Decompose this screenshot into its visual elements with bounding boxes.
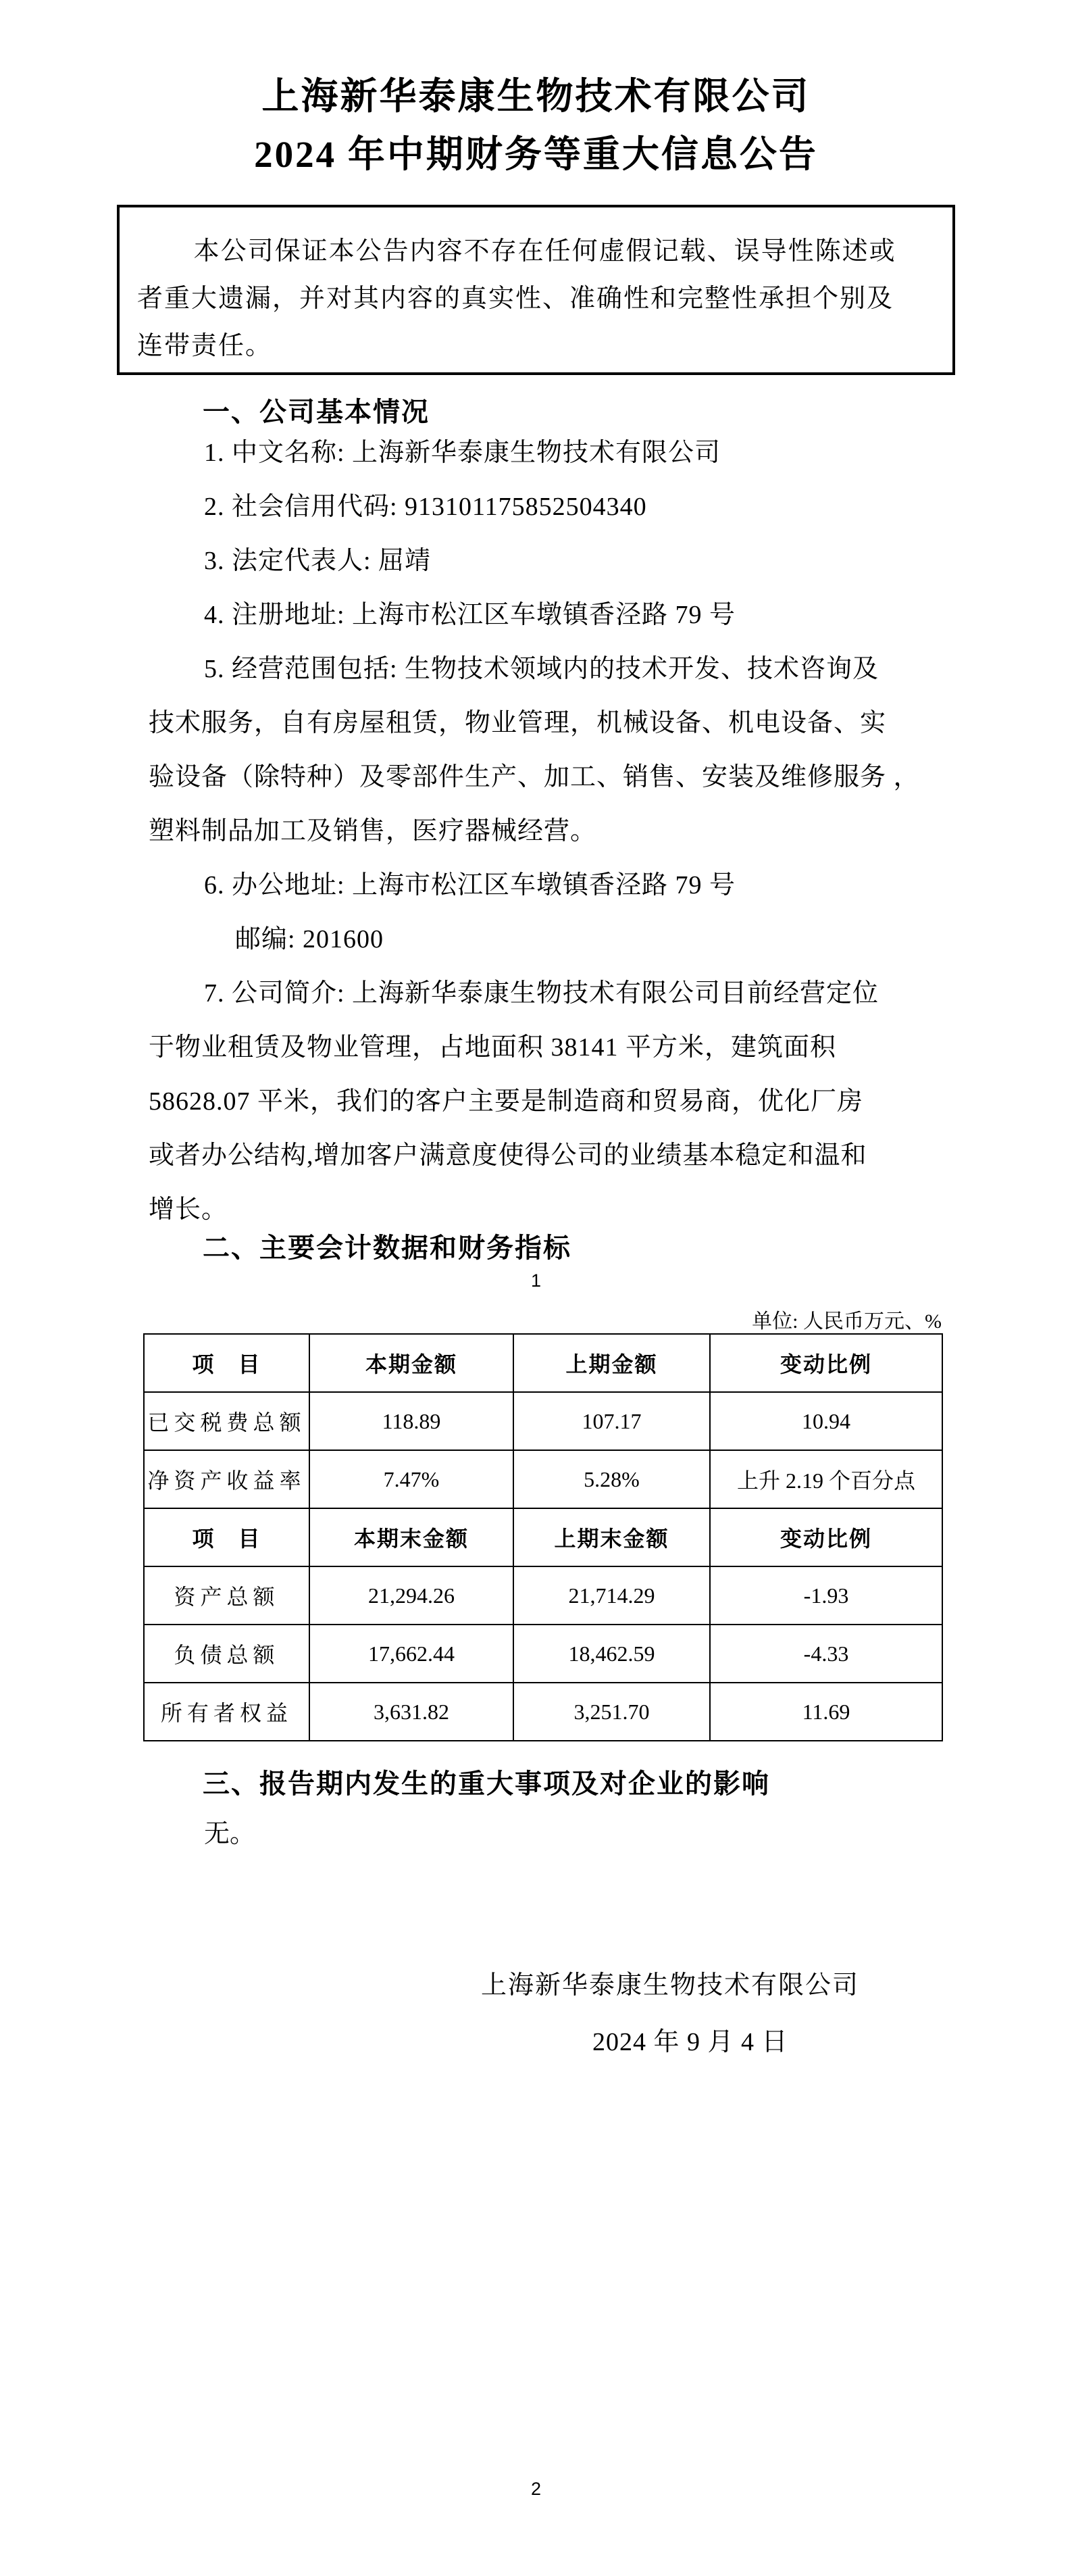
table-cell: 17,662.44 [309,1625,513,1683]
text-line: 或者办公结构,增加客户满意度使得公司的业绩基本稳定和温和 [149,1141,867,1170]
table-cell: 负债总额 [144,1625,309,1683]
table-cell: 已交税费总额 [144,1392,309,1450]
list-item-business-scope: 5. 经营范围包括: 生物技术领域内的技术开发、技术咨询及 [204,655,879,683]
table-cell: 3,251.70 [513,1683,710,1741]
table-header-cell: 上期金额 [513,1334,710,1392]
table-row-taxes-paid [144,1392,942,1450]
disclaimer-line: 者重大遗漏，并对其内容的真实性、准确性和完整性承担个别及 [137,284,894,313]
list-item-credit-code: 2. 社会信用代码: 913101175852504340 [204,493,647,521]
title-line-subject: 2024 年中期财务等重大信息公告 [254,134,818,175]
table-cell: 18,462.59 [513,1625,710,1683]
table-cell: 5.28% [513,1450,710,1508]
table-header-cell: 本期末金额 [309,1508,513,1566]
table-header-cell: 上期末金额 [513,1508,710,1566]
table-unit-note: 单位: 人民币万元、% [752,1310,942,1333]
table-cell: 107.17 [513,1392,710,1450]
text-line-postcode: 邮编: 201600 [235,925,384,953]
table-cell: 资产总额 [144,1566,309,1625]
list-item-office-address: 6. 办公地址: 上海市松江区车墩镇香泾路 79 号 [204,871,736,899]
text-line: 58628.07 平米，我们的客户主要是制造商和贸易商，优化厂房 [149,1087,864,1116]
table-cell: 118.89 [309,1392,513,1450]
text-line: 验设备（除特种）及零部件生产、加工、销售、安装及维修服务 ， [149,763,920,791]
text-line: 技术服务，自有房屋租赁，物业管理，机械设备、机电设备、实 [149,709,887,737]
table-header-row [144,1334,942,1392]
list-item-reg-address: 4. 注册地址: 上海市松江区车墩镇香泾路 79 号 [204,601,736,629]
disclaimer-box [117,205,955,375]
list-item-chinese-name: 1. 中文名称: 上海新华泰康生物技术有限公司 [204,439,721,467]
table-row-total-assets [144,1566,942,1625]
table-cell: 21,714.29 [513,1566,710,1625]
table-row-roe [144,1450,942,1508]
section2-heading: 二、主要会计数据和财务指标 [203,1233,571,1263]
title-line-company: 上海新华泰康生物技术有限公司 [261,76,811,117]
section3-heading: 三、报告期内发生的重大事项及对企业的影响 [203,1769,770,1799]
text-line: 于物业租赁及物业管理，占地面积 38141 平方米，建筑面积 [149,1033,837,1062]
document-title [0,68,1072,184]
table-cell: 所有者权益 [144,1683,309,1741]
table-cell: 10.94 [710,1392,942,1450]
table-cell: 11.69 [710,1683,942,1741]
list-item-legal-rep: 3. 法定代表人: 屈靖 [204,547,432,575]
section1-content [149,426,986,1237]
table-cell: -4.33 [710,1625,942,1683]
financial-indicators-table [143,1333,943,1741]
table-header-cell: 项 目 [144,1508,309,1566]
table-header-cell: 本期金额 [309,1334,513,1392]
disclaimer-line: 本公司保证本公告内容不存在任何虚假记载、误导性陈述或 [193,237,896,266]
table-header-cell: 变动比例 [710,1508,942,1566]
table-header-row [144,1508,942,1566]
table-cell: 21,294.26 [309,1566,513,1625]
table-cell: -1.93 [710,1566,942,1625]
table-row-owners-equity [144,1683,942,1741]
signature-company-name: 上海新华泰康生物技术有限公司 [481,1971,860,2000]
section3-content: 无。 [204,1820,256,1848]
text-line: 塑料制品加工及销售，医疗器械经营。 [149,817,597,845]
table-header-cell: 变动比例 [710,1334,942,1392]
list-item-company-intro: 7. 公司简介: 上海新华泰康生物技术有限公司目前经营定位 [204,979,879,1008]
disclaimer-line: 连带责任。 [137,332,273,360]
table-cell: 3,631.82 [309,1683,513,1741]
page-number-1: 1 [530,1270,542,1291]
signature-date: 2024 年 9 月 4 日 [592,2028,788,2056]
table-header-cell: 项 目 [144,1334,309,1392]
table-cell: 7.47% [309,1450,513,1508]
section1-heading: 一、公司基本情况 [203,397,430,427]
table-cell: 净资产收益率 [144,1450,309,1508]
page-number-2: 2 [530,2479,542,2499]
table-cell: 上升 2.19 个百分点 [710,1450,942,1508]
table-row-total-liabilities [144,1625,942,1683]
text-line: 增长。 [149,1195,228,1224]
